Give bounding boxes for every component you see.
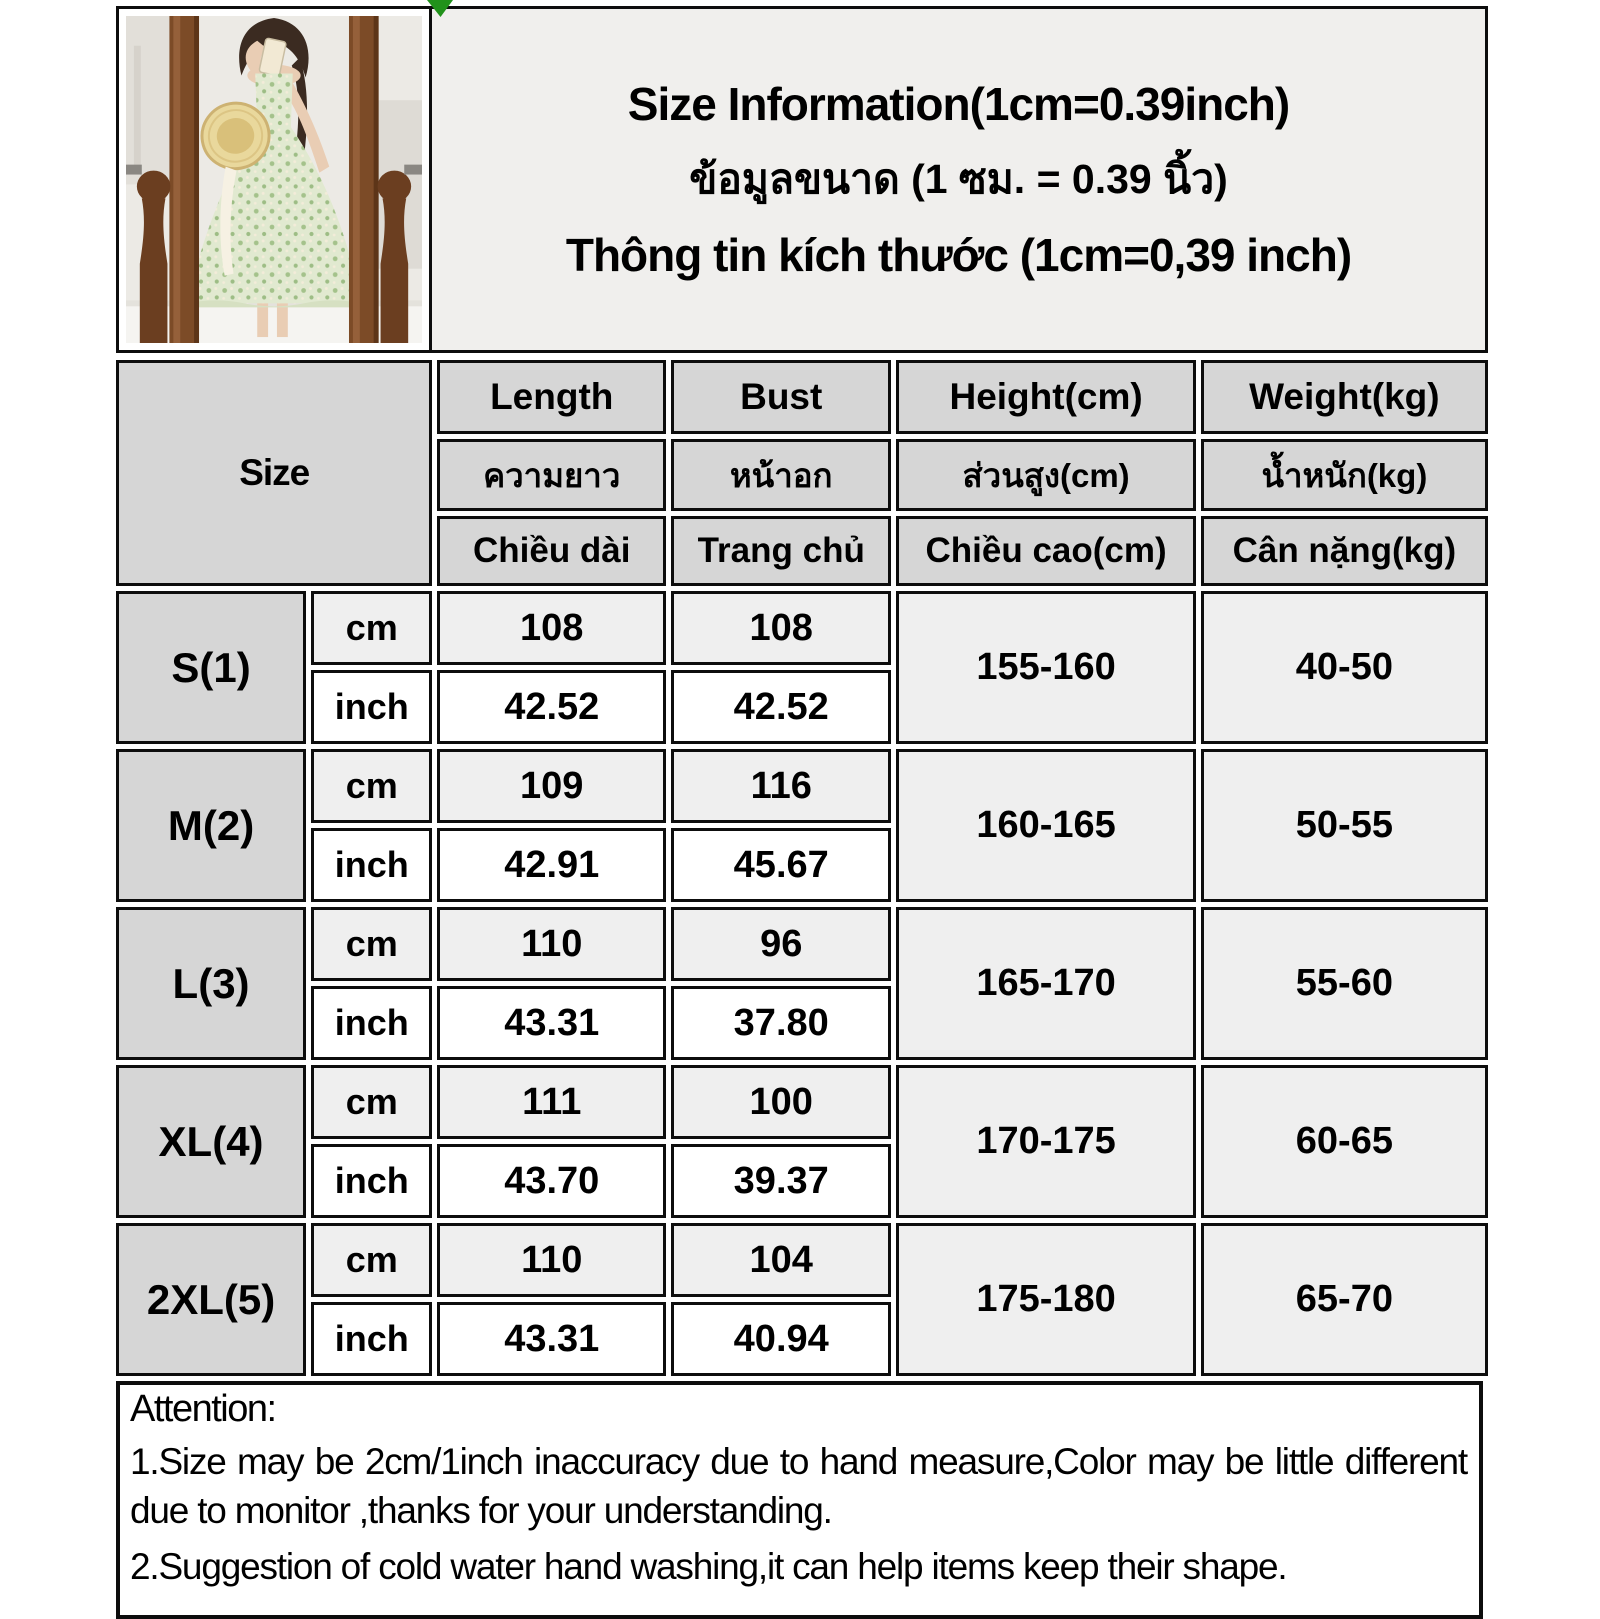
value-bust-inch: 45.67 — [671, 828, 891, 902]
unit-label-inch: inch — [311, 670, 432, 744]
value-bust-cm: 108 — [671, 591, 891, 665]
value-height-range: 170-175 — [896, 1065, 1195, 1218]
unit-label-inch: inch — [311, 1144, 432, 1218]
unit-label-cm: cm — [311, 1065, 432, 1139]
value-length-inch: 43.31 — [437, 1302, 666, 1376]
size-row-label: XL(4) — [116, 1065, 306, 1218]
value-bust-cm: 100 — [671, 1065, 891, 1139]
value-height-range: 165-170 — [896, 907, 1195, 1060]
col-header-length-vi: Chiều dài — [437, 516, 666, 586]
value-length-cm: 111 — [437, 1065, 666, 1139]
col-header-weight-th: น้ำหนัก(kg) — [1201, 439, 1488, 511]
value-bust-cm: 116 — [671, 749, 891, 823]
value-length-cm: 108 — [437, 591, 666, 665]
size-row-label: L(3) — [116, 907, 306, 1060]
value-weight-range: 40-50 — [1201, 591, 1488, 744]
col-header-height-en: Height(cm) — [896, 360, 1195, 434]
value-bust-inch: 40.94 — [671, 1302, 891, 1376]
col-header-bust-en: Bust — [671, 360, 891, 434]
attention-item-2: 2.Suggestion of cold water hand washing,it can help items keep their shape. — [130, 1545, 1287, 1587]
col-header-height-vi: Chiều cao(cm) — [896, 516, 1195, 586]
value-height-range: 175-180 — [896, 1223, 1195, 1376]
value-length-inch: 42.91 — [437, 828, 666, 902]
value-bust-inch: 42.52 — [671, 670, 891, 744]
value-bust-cm: 104 — [671, 1223, 891, 1297]
title-vietnamese: Thông tin kích thước (1cm=0,39 inch) — [565, 229, 1352, 281]
value-weight-range: 55-60 — [1201, 907, 1488, 1060]
value-length-cm: 110 — [437, 907, 666, 981]
value-height-range: 155-160 — [896, 591, 1195, 744]
unit-label-cm: cm — [311, 1223, 432, 1297]
unit-label-cm: cm — [311, 749, 432, 823]
col-header-length-en: Length — [437, 360, 666, 434]
col-header-weight-vi: Cân nặng(kg) — [1201, 516, 1488, 586]
size-row-label: 2XL(5) — [116, 1223, 306, 1376]
size-table — [111, 355, 1493, 1381]
attention-box — [116, 1381, 1483, 1619]
value-weight-range: 65-70 — [1201, 1223, 1488, 1376]
attention-item-1: 1.Size may be 2cm/1inch inaccuracy due to hand measure,Color may be little different due to monitor ,thanks for your understanding. — [130, 1441, 1467, 1531]
col-header-bust-vi: Trang chủ — [671, 516, 891, 586]
title-english: Size Information(1cm=0.39inch) — [627, 78, 1290, 130]
title-thai: ข้อมูลขนาด (1 ซม. = 0.39 นิ้ว) — [689, 156, 1228, 202]
product-photo — [116, 6, 432, 353]
size-column-header: Size — [116, 360, 432, 586]
unit-label-inch: inch — [311, 828, 432, 902]
value-height-range: 160-165 — [896, 749, 1195, 902]
value-length-inch: 43.70 — [437, 1144, 666, 1218]
value-bust-inch: 39.37 — [671, 1144, 891, 1218]
title-panel — [429, 6, 1488, 353]
size-row-label: S(1) — [116, 591, 306, 744]
value-length-inch: 42.52 — [437, 670, 666, 744]
value-length-inch: 43.31 — [437, 986, 666, 1060]
col-header-length-th: ความยาว — [437, 439, 666, 511]
value-weight-range: 60-65 — [1201, 1065, 1488, 1218]
unit-label-cm: cm — [311, 591, 432, 665]
attention-heading: Attention: — [130, 1388, 276, 1430]
product-photo-illustration — [126, 16, 422, 343]
unit-label-cm: cm — [311, 907, 432, 981]
col-header-bust-th: หน้าอก — [671, 439, 891, 511]
col-header-height-th: ส่วนสูง(cm) — [896, 439, 1195, 511]
col-header-weight-en: Weight(kg) — [1201, 360, 1488, 434]
value-bust-inch: 37.80 — [671, 986, 891, 1060]
value-length-cm: 110 — [437, 1223, 666, 1297]
value-length-cm: 109 — [437, 749, 666, 823]
unit-label-inch: inch — [311, 1302, 432, 1376]
value-weight-range: 50-55 — [1201, 749, 1488, 902]
unit-label-inch: inch — [311, 986, 432, 1060]
value-bust-cm: 96 — [671, 907, 891, 981]
size-row-label: M(2) — [116, 749, 306, 902]
